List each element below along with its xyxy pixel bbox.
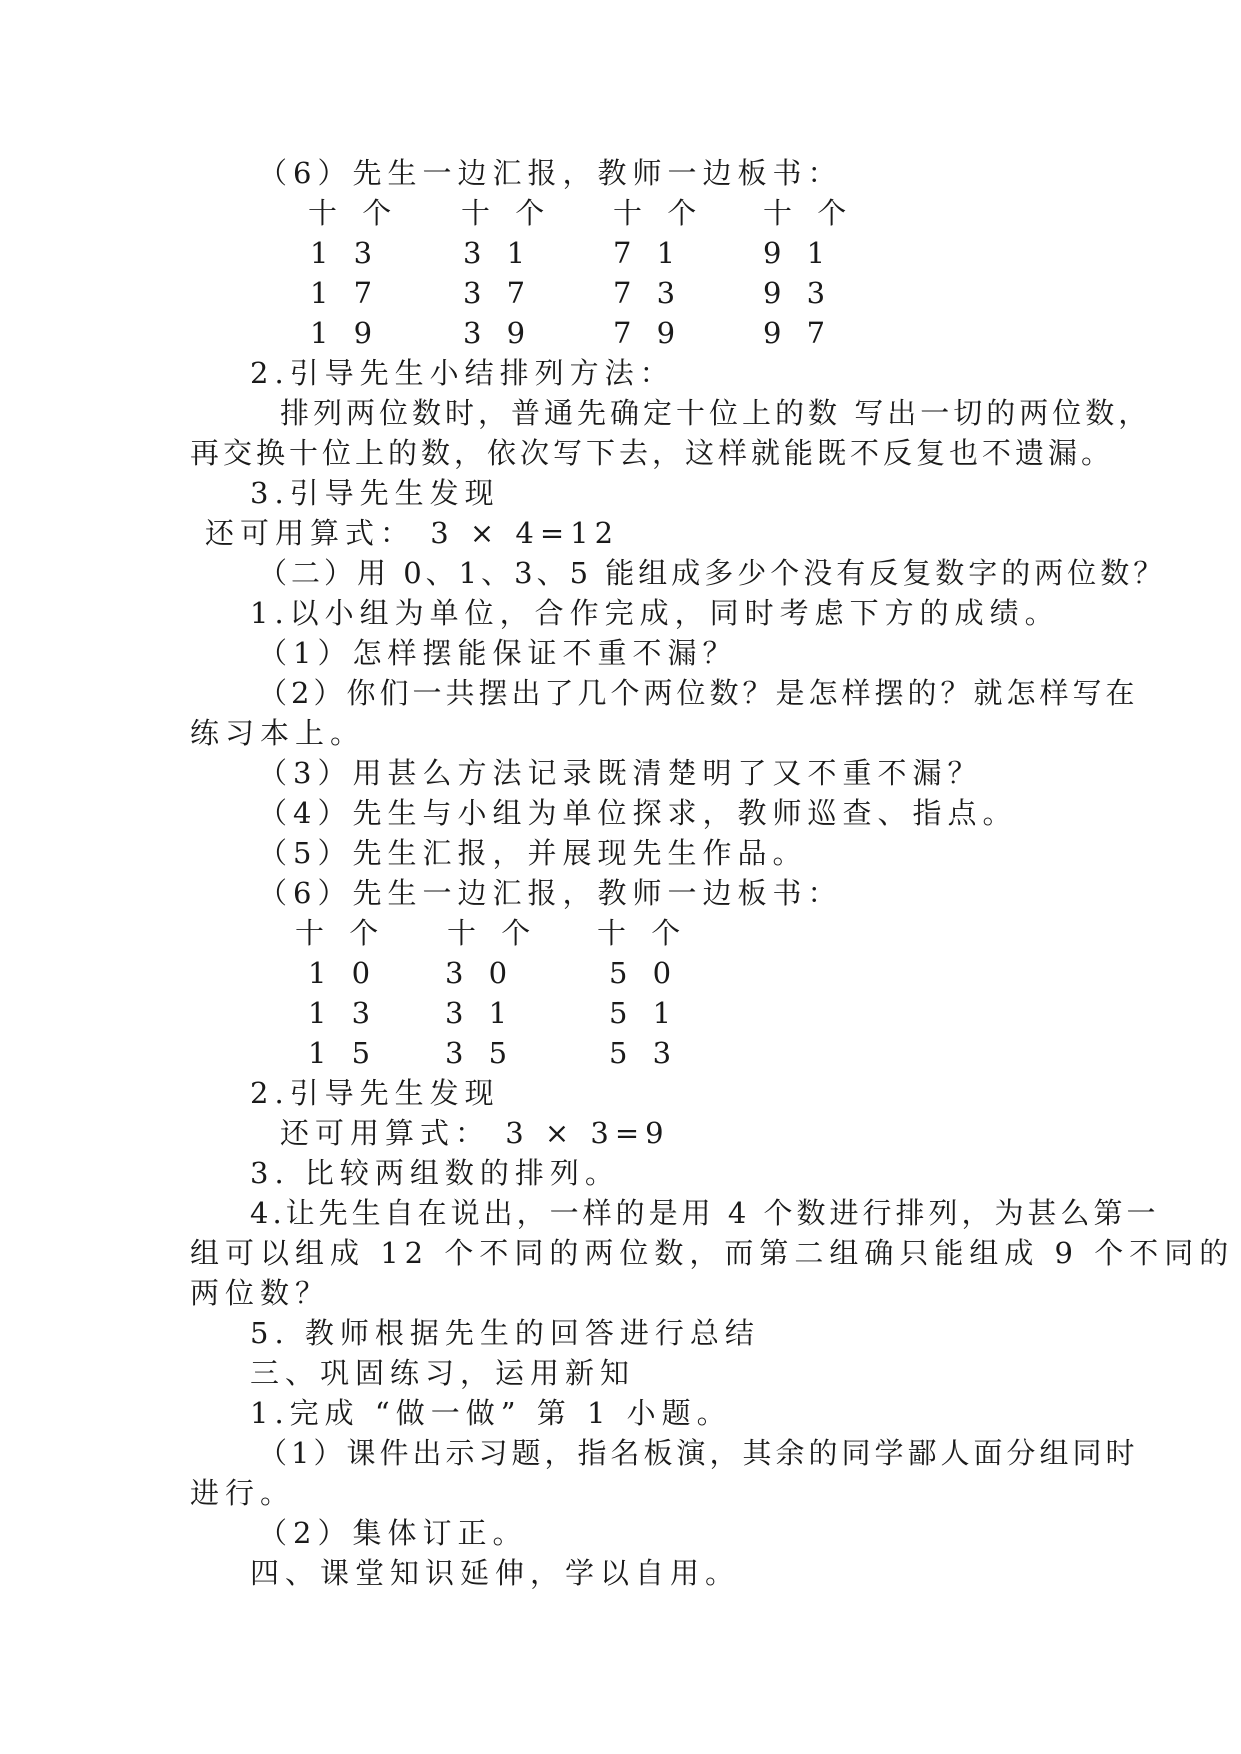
table2-cell: 1 0 (308, 956, 379, 990)
table2-header-3: 十 个 (597, 916, 689, 950)
text-line-13: （4）先生与小组为单位探求，教师巡查、指点。 (258, 796, 1018, 830)
text-line-4: 再交换十位上的数，依次写下去，这样就能既不反复也不遗漏。 (190, 436, 1115, 470)
formula-line-1: 还可用算式： 3 × 4=12 (205, 516, 620, 550)
text-line-25: （1）课件出示习题，指名板演，其余的同学鄙人面分组同时 (258, 1436, 1139, 1470)
table1-cell: 3 7 (463, 276, 534, 310)
table1-cell: 9 3 (763, 276, 834, 310)
table1-header-3: 十 个 (613, 196, 705, 230)
table2-cell: 1 3 (308, 996, 379, 1030)
text-line-22: 5. 教师根据先生的回答进行总结 (250, 1316, 760, 1350)
table1-cell: 1 3 (310, 236, 381, 270)
text-line-5: 3.引导先生发现 (250, 476, 500, 510)
text-line-12: （3）用甚么方法记录既清楚明了又不重不漏？ (258, 756, 983, 790)
table2-cell: 3 0 (445, 956, 516, 990)
text-line-19: 4.让先生自在说出，一样的是用 4 个数进行排列，为甚么第一 (250, 1196, 1160, 1230)
text-line-26: 进行。 (190, 1476, 296, 1510)
text-line-11: 练习本上。 (190, 716, 366, 750)
table1-cell: 1 7 (310, 276, 381, 310)
text-line-18: 3. 比较两组数的排列。 (250, 1156, 620, 1190)
table2-cell: 3 5 (445, 1036, 516, 1070)
text-line-3: 排列两位数时，普通先确定十位上的数 写出一切的两位数， (280, 396, 1152, 430)
table1-cell: 1 9 (310, 316, 381, 350)
text-line-9: （1）怎样摆能保证不重不漏？ (258, 636, 738, 670)
text-line-20: 组可以组成 12 个不同的两位数，而第二组确只能组成 9 个不同的 (190, 1236, 1235, 1270)
board-note-line-1: （6）先生一边汇报，教师一边板书： (258, 156, 843, 190)
table2-header-1: 十 个 (295, 916, 387, 950)
table1-cell: 9 7 (763, 316, 834, 350)
text-line-10: （2）你们一共摆出了几个两位数？是怎样摆的？就怎样写在 (258, 676, 1139, 710)
table1-header-2: 十 个 (461, 196, 553, 230)
text-line-2: 2.引导先生小结排列方法： (250, 356, 675, 390)
board-note-line-2: （6）先生一边汇报，教师一边板书： (258, 876, 843, 910)
table1-header-1: 十 个 (308, 196, 400, 230)
table2-cell: 5 0 (609, 956, 680, 990)
section-heading-2: （二）用 0、1、3、5 能组成多少个没有反复数字的两位数？ (258, 556, 1167, 590)
text-line-16: 2.引导先生发现 (250, 1076, 500, 1110)
text-line-27: （2）集体订正。 (258, 1516, 528, 1550)
table1-header-4: 十 个 (763, 196, 855, 230)
table1-cell: 3 1 (463, 236, 534, 270)
table1-cell: 7 9 (613, 316, 684, 350)
section-heading-3: 三、巩固练习，运用新知 (250, 1356, 636, 1390)
text-line-21: 两位数？ (190, 1276, 331, 1310)
table2-cell: 3 1 (445, 996, 516, 1030)
text-line-8: 1.以小组为单位，合作完成，同时考虑下方的成绩。 (250, 596, 1060, 630)
table2-header-2: 十 个 (447, 916, 539, 950)
section-heading-4: 四、课堂知识延伸，学以自用。 (250, 1556, 741, 1590)
table2-cell: 5 3 (609, 1036, 680, 1070)
table1-cell: 3 9 (463, 316, 534, 350)
table1-cell: 7 1 (613, 236, 684, 270)
table2-cell: 5 1 (609, 996, 680, 1030)
table2-cell: 1 5 (308, 1036, 379, 1070)
text-line-24: 1.完成 “做一做” 第 1 小题。 (250, 1396, 732, 1430)
formula-line-2: 还可用算式： 3 × 3=9 (280, 1116, 670, 1150)
table1-cell: 7 3 (613, 276, 684, 310)
table1-cell: 9 1 (763, 236, 834, 270)
text-line-14: （5）先生汇报，并展现先生作品。 (258, 836, 808, 870)
